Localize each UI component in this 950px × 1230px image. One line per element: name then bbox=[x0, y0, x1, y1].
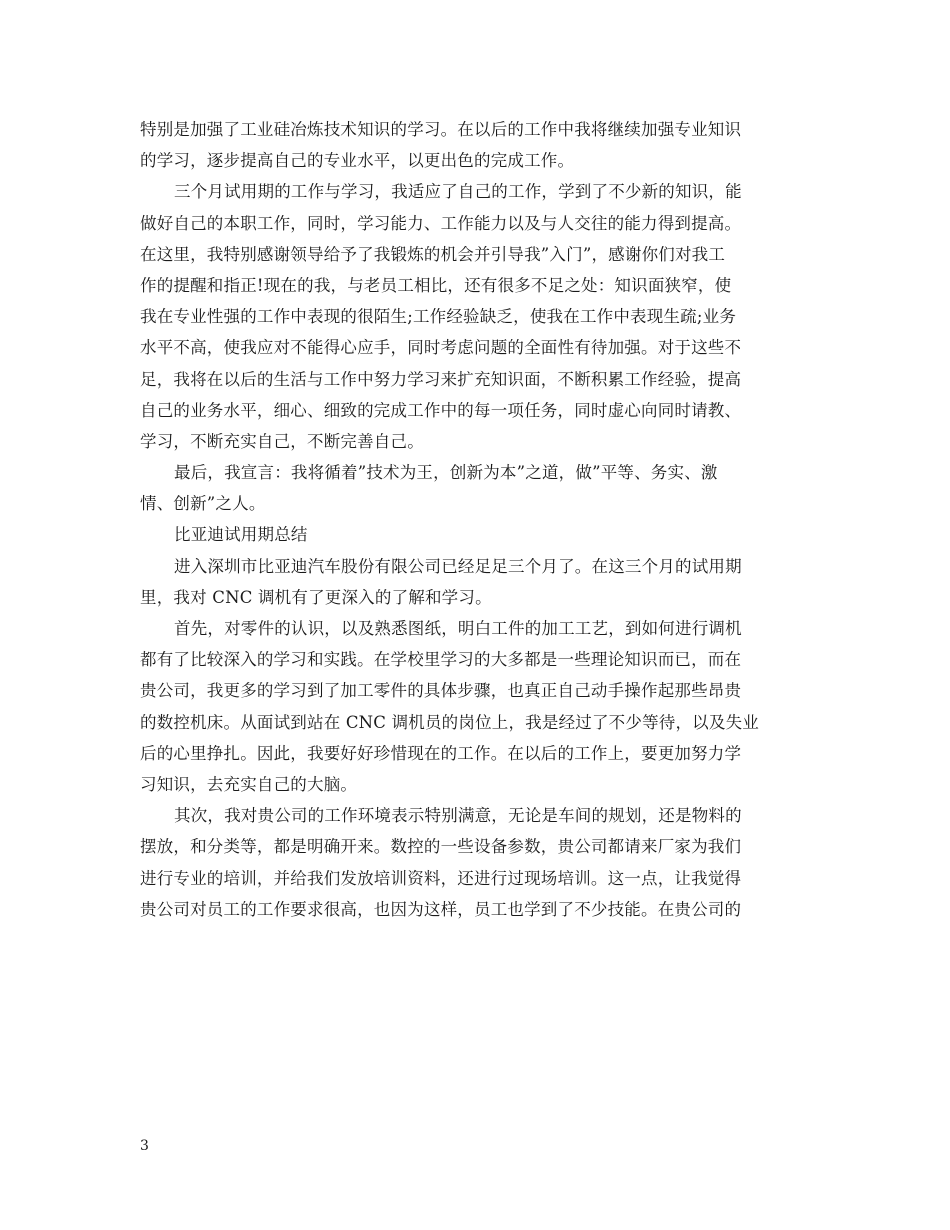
text-line: 学习，不断充实自己，不断完善自己。 bbox=[140, 431, 424, 451]
text-line: 做好自己的本职工作，同时，学习能力、工作能力以及与人交往的能力得到提高。 bbox=[140, 213, 742, 233]
text-line: 情、创新”之人。 bbox=[140, 494, 266, 514]
text-line: 在这里，我特别感谢领导给予了我锻炼的机会并引导我”入门”，感谢你们对我工 bbox=[140, 244, 726, 264]
text-line: 的数控机床。从面试到站在 CNC 调机员的岗位上，我是经过了不少等待，以及失业 bbox=[140, 712, 759, 732]
text-line: 三个月试用期的工作与学习，我适应了自己的工作，学到了不少新的知识，能 bbox=[174, 182, 742, 202]
document-body bbox=[140, 114, 812, 925]
paragraph bbox=[140, 551, 812, 613]
text-line: 比亚迪试用期总结 bbox=[174, 525, 308, 545]
text-line: 的学习，逐步提高自己的专业水平，以更出色的完成工作。 bbox=[140, 151, 575, 171]
text-line: 进入深圳市比亚迪汽车股份有限公司已经足足三个月了。在这三个月的试用期 bbox=[174, 556, 742, 576]
text-line: 首先，对零件的认识，以及熟悉图纸，明白工件的加工工艺，到如何进行调机 bbox=[174, 619, 742, 638]
paragraph bbox=[140, 457, 812, 519]
text-line: 习知识，去充实自己的大脑。 bbox=[140, 774, 358, 794]
text-line: 贵公司对员工的工作要求很高，也因为这样，员工也学到了不少技能。在贵公司的 bbox=[140, 899, 742, 919]
paragraph bbox=[140, 519, 812, 550]
text-line: 其次，我对贵公司的工作环境表示特别满意，无论是车间的规划，还是物料的 bbox=[174, 806, 742, 826]
text-line: 里，我对 CNC 调机有了更深入的了解和学习。 bbox=[140, 587, 492, 607]
text-line: 摆放，和分类等，都是明确开来。数控的一些设备参数，贵公司都请来厂家为我们 bbox=[140, 837, 742, 857]
text-line: 后的心里挣扎。因此，我要好好珍惜现在的工作。在以后的工作上，要更加努力学 bbox=[140, 743, 742, 763]
text-line: 水平不高，使我应对不能得心应手，同时考虑问题的全面性有待加强。对于这些不 bbox=[140, 338, 742, 358]
text-line: 足，我将在以后的生活与工作中努力学习来扩充知识面，不断积累工作经验，提高 bbox=[140, 369, 742, 389]
text-line: 进行专业的培训，并给我们发放培训资料，还进行过现场培训。这一点，让我觉得 bbox=[140, 868, 742, 888]
text-line: 作的提醒和指正!现在的我，与老员工相比，还有很多不足之处：知识面狭窄，使 bbox=[140, 275, 732, 295]
text-line: 我在专业性强的工作中表现的很陌生;工作经验缺乏，使我在工作中表现生疏;业务 bbox=[140, 307, 737, 327]
text-line: 最后，我宣言：我将循着”技术为王，创新为本”之道，做”平等、务实、激 bbox=[174, 463, 718, 483]
page-number: 3 bbox=[140, 1138, 149, 1154]
text-line: 自己的业务水平，细心、细致的完成工作中的每一项任务，同时虚心向同时请教、 bbox=[140, 400, 742, 420]
paragraph bbox=[140, 176, 812, 457]
paragraph bbox=[140, 114, 812, 176]
paragraph bbox=[140, 800, 812, 925]
text-line: 都有了比较深入的学习和实践。在学校里学习的大多都是一些理论知识而已，而在 bbox=[140, 650, 742, 670]
text-line: 贵公司，我更多的学习到了加工零件的具体步骤，也真正自己动手操作起那些昂贵 bbox=[140, 681, 742, 701]
text-line: 特别是加强了工业硅冶炼技术知识的学习。在以后的工作中我将继续加强专业知识 bbox=[140, 120, 742, 139]
paragraph bbox=[140, 613, 812, 800]
